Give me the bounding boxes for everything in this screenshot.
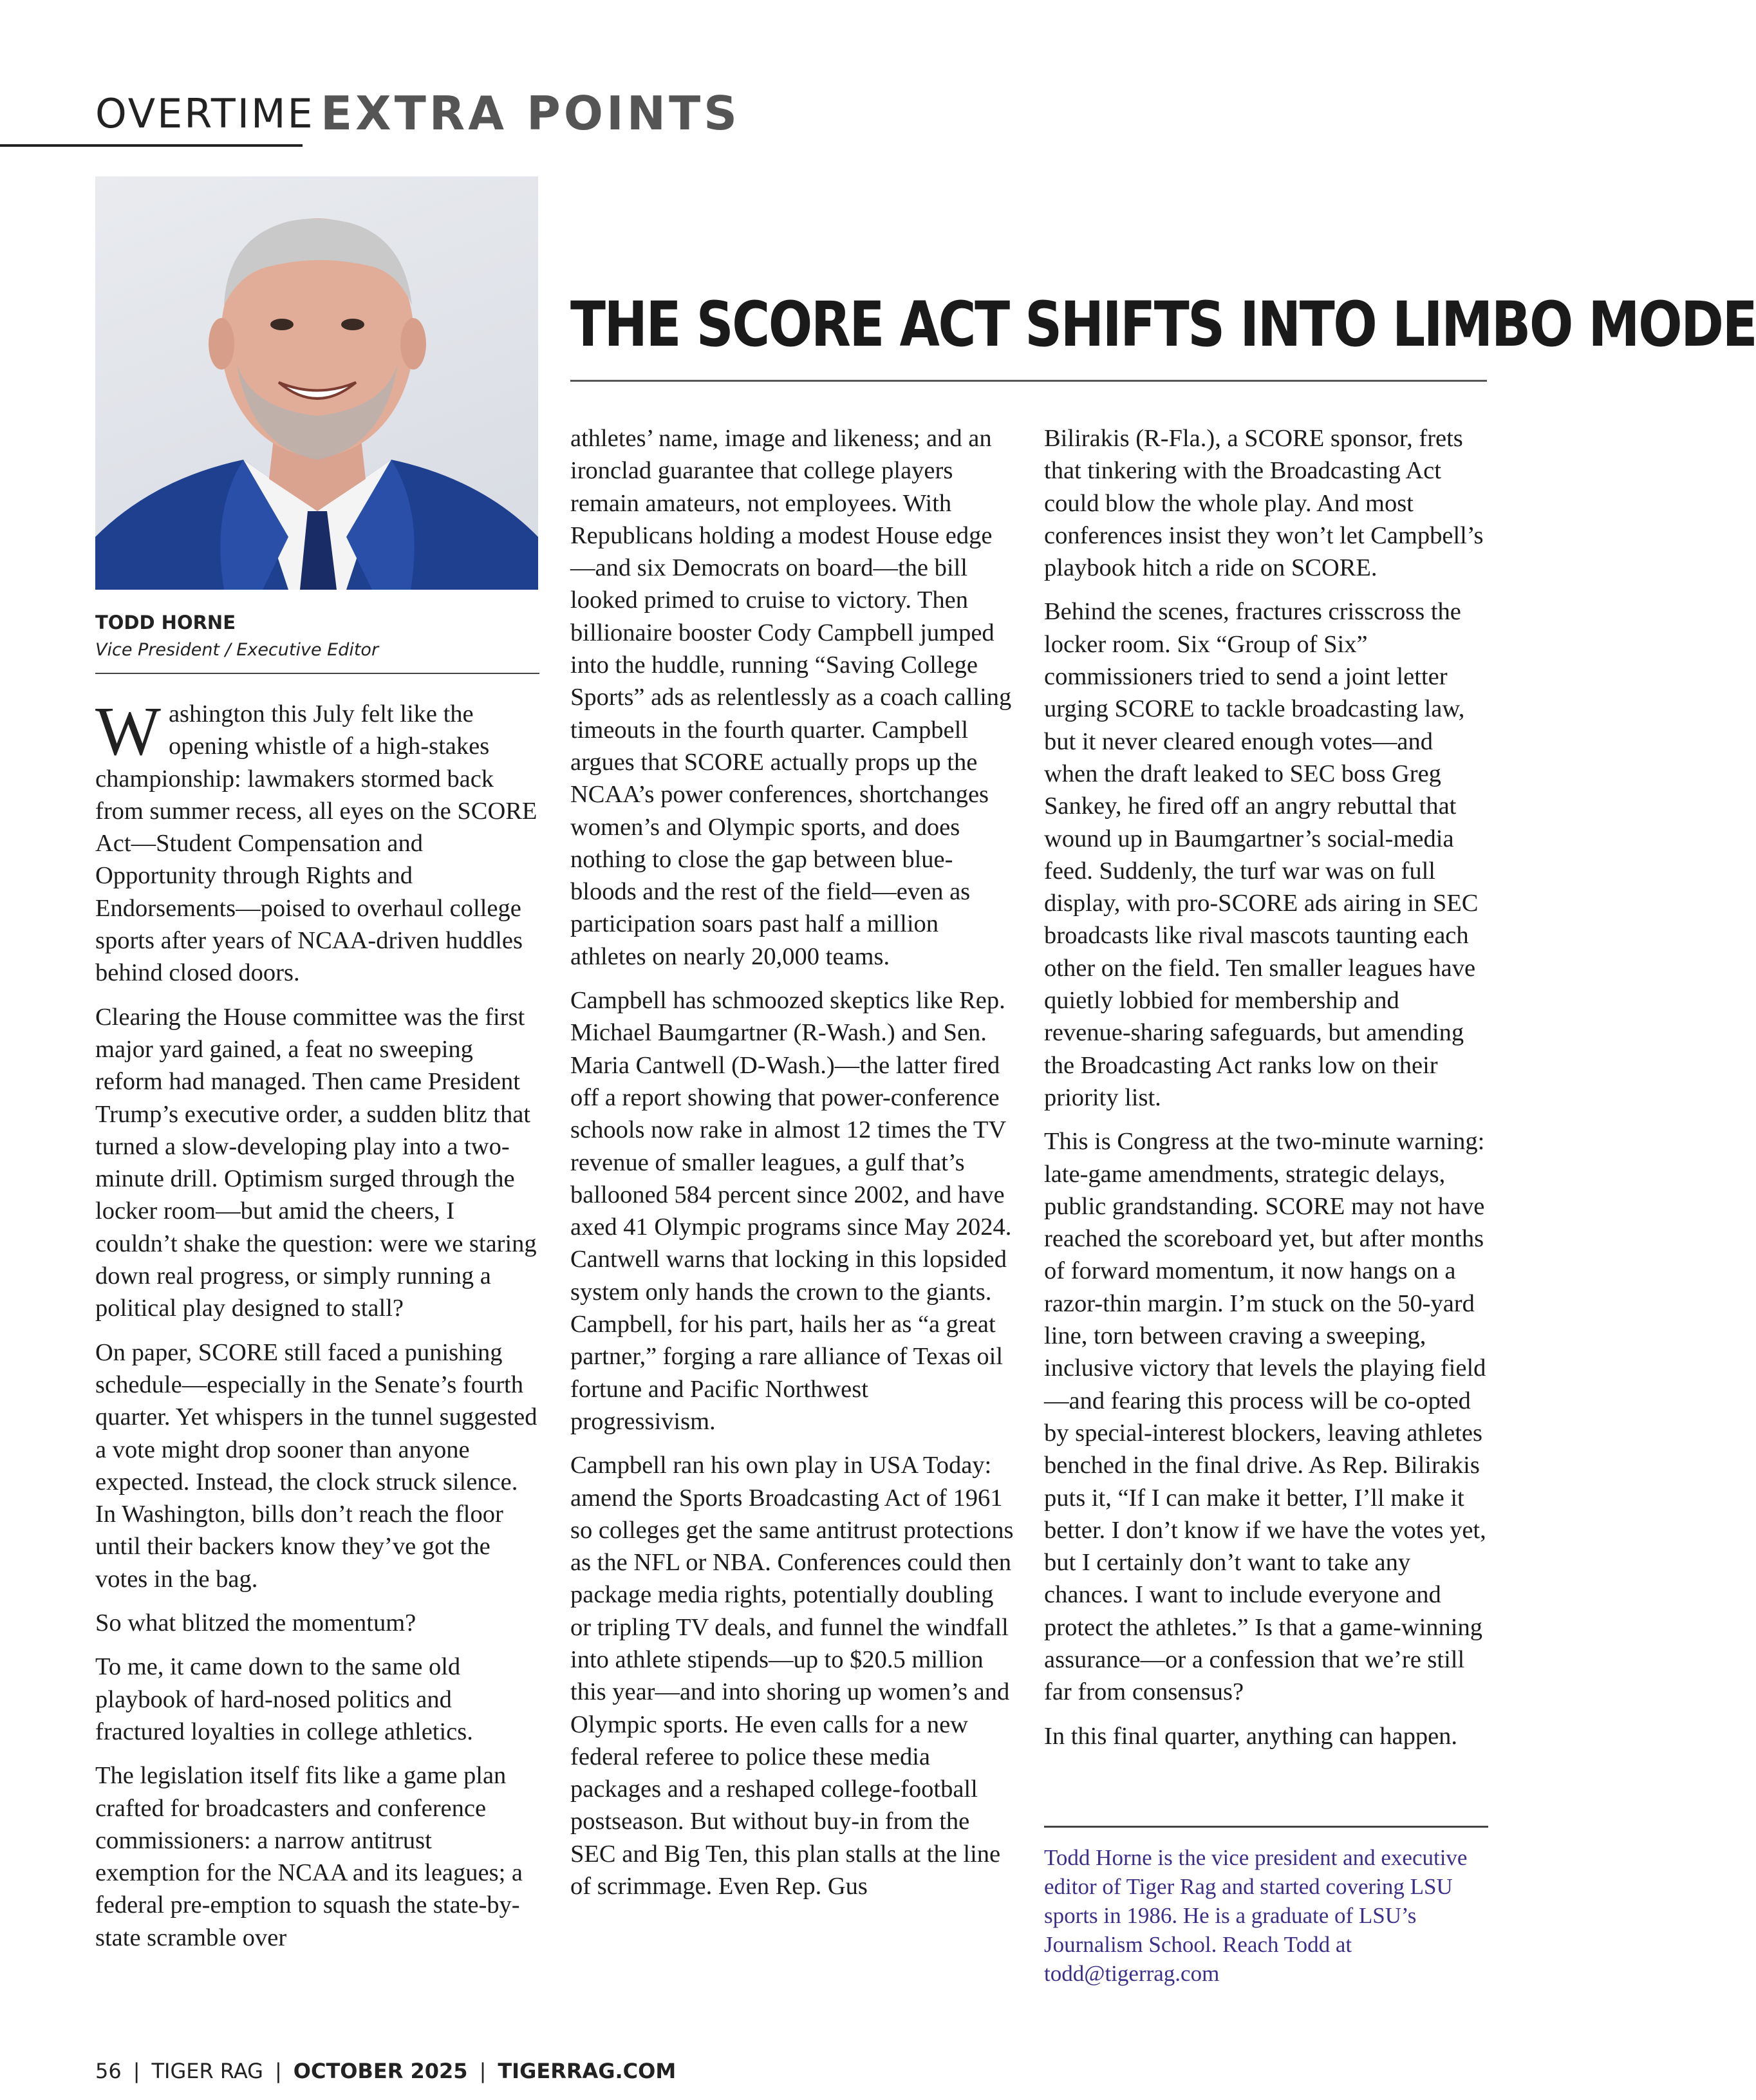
author-photo <box>95 176 538 590</box>
headline-divider <box>570 380 1487 382</box>
article-column-3 <box>1044 422 1488 1764</box>
paragraph-9: Campbell ran his own play in USA Today: amend the Sports Broadcasting Act of 1961 so colleges get the same antitrust protections as the NFL or NBA. Conferences could then package media rights, potentially doubling or tripling TV deals, and funnel the windfall into athlete stipends—up to $20.5 million this year—and into shoring up women’s and Olympic sports. He even calls for a new federal referee to police these media packages and a reshaped college-football postseason. But without buy-in from the SEC and Big Ten, this plan stalls at the line of scrimmage. Even Rep. Gus <box>570 1452 1014 1900</box>
section-title: EXTRA POINTS <box>321 86 741 140</box>
article-column-1 <box>95 693 539 1965</box>
issue-date: OCTOBER 2025 <box>293 2059 468 2083</box>
page-footer <box>95 2059 676 2083</box>
paragraph-1 <box>95 693 539 989</box>
paragraph-3: On paper, SCORE still faced a punishing schedule—especially in the Senate’s fourth quarter. Yet whispers in the tunnel suggested a vote might drop sooner than anyone expected. Instead, the clock struck silence. In Washington, bills don’t reach the floor until their backers know they’ve got the votes in the bag. <box>95 1338 537 1593</box>
footer-separator: | <box>133 2059 140 2083</box>
magazine-name: TIGER RAG <box>151 2059 263 2083</box>
footer-separator: | <box>274 2059 282 2083</box>
author-title: Vice President / Executive Editor <box>95 640 379 660</box>
section-kicker: OVERTIME <box>95 90 315 137</box>
drop-cap: W <box>95 693 161 770</box>
paragraph-4: So what blitzed the momentum? <box>95 1609 416 1637</box>
website-link[interactable]: TIGERRAG.COM <box>498 2059 677 2083</box>
paragraph-1-text: ashington this July felt like the opening whistle of a high-stakes championship: lawmakers stormed back from summer recess, all eyes on the SCORE Act—Student Compensation and Opportunity through Rights and Endorsements—poised to overhaul college sports after years of NCAA-driven huddles behind closed doors. <box>95 700 537 987</box>
article-headline: THE SCORE ACT SHIFTS INTO LIMBO MODE <box>570 288 1756 361</box>
paragraph-8: Campbell has schmoozed skeptics like Rep. Michael Baumgartner (R-Wash.) and Sen. Maria Cantwell (D-Wash.)—the latter fired off a report showing that power-conference schools now rake in almost 12 times the TV revenue of smaller leagues, a gulf that’s ballooned 584 percent since 2002, and have axed 41 Olympic programs since May 2024. Cantwell warns that locking in this lopsided system only hands the crown to the giants. Campbell, for his part, hails her as “a great partner,” forging a rare alliance of Texas oil fortune and Pacific Northwest progressivism. <box>570 987 1012 1435</box>
paragraph-7: athletes’ name, image and likeness; and an ironclad guarantee that college players remain amateurs, not employees. With Republicans holding a modest House edge—and six Democrats on board—the bill looked primed to cruise to victory. Then billionaire booster Cody Campbell jumped into the huddle, running “Saving College Sports” ads as relentlessly as a coach calling timeouts in the fourth quarter. Campbell argues that SCORE actually props up the NCAA’s power conferences, shortchanges women’s and Olympic sports, and does nothing to close the gap between blue-bloods and the rest of the field—even as participation soars past half a million athletes on nearly 20,000 teams. <box>570 425 1012 970</box>
paragraph-2: Clearing the House committee was the first major yard gained, a feat no sweeping reform had managed. Then came President Trump’s executive order, a sudden blitz that turned a slow-developing play into a two-minute drill. Optimism surged through the locker room—but amid the cheers, I couldn’t shake the question: were we staring down real progress, or simply running a political play designed to stall? <box>95 1003 537 1322</box>
paragraph-5: To me, it came down to the same old playbook of hard-nosed politics and fractured loyalties in college athletics. <box>95 1653 473 1745</box>
author-portrait-illustration <box>95 176 538 590</box>
footer-separator: | <box>479 2059 487 2083</box>
paragraph-10: Bilirakis (R-Fla.), a SCORE sponsor, frets that tinkering with the Broadcasting Act could blow the whole play. And most conferences insist they won’t let Campbell’s playbook hitch a ride on SCORE. <box>1044 425 1484 582</box>
author-bio-note: Todd Horne is the vice president and executive editor of Tiger Rag and started covering LSU sports in 1986. He is a graduate of LSU’s Journalism School. Reach Todd at todd@tigerrag.com <box>1044 1826 1488 1988</box>
paragraph-13: In this final quarter, anything can happen. <box>1044 1722 1458 1750</box>
paragraph-11: Behind the scenes, fractures crisscross the locker room. Six “Group of Six” commissioners tried to send a joint letter urging SCORE to tackle broadcasting law, but it never cleared enough votes—and when the draft leaked to SEC boss Greg Sankey, he fired off an angry rebuttal that wound up in Baumgartner’s social-media feed. Suddenly, the turf war was on full display, with pro-SCORE ads airing in SEC broadcasts like rival mascots taunting each other on the field. Ten smaller leagues have quietly lobbied for membership and revenue-sharing safeguards, but amending the Broadcasting Act ranks low on their priority list. <box>1044 598 1479 1111</box>
author-name: TODD HORNE <box>95 612 236 633</box>
paragraph-6: The legislation itself fits like a game plan crafted for broadcasters and conference commissioners: a narrow antitrust exemption for the NCAA and its leagues; a federal pre-emption to squash the state-by-state scramble over <box>95 1762 523 1951</box>
author-byline <box>95 612 539 674</box>
article-column-2 <box>570 422 1014 1914</box>
section-header <box>0 82 315 147</box>
paragraph-12: This is Congress at the two-minute warning: late-game amendments, strategic delays, public grandstanding. SCORE may not have reached the scoreboard yet, but after months of forward momentum, it now hangs on a razor-thin margin. I’m stuck on the 50-yard line, torn between craving a sweeping, inclusive victory that levels the playing field—and fearing this process will be co-opted by special-interest blockers, leaving athletes benched in the final drive. As Rep. Bilirakis puts it, “If I can make it better, I’ll make it better. I don’t know if we have the votes yet, but I certainly don’t want to take any chances. I want to include everyone and protect the athletes.” Is that a game-winning assurance—or a confession that we’re still far from consensus? <box>1044 1128 1486 1706</box>
page-number: 56 <box>95 2059 122 2083</box>
